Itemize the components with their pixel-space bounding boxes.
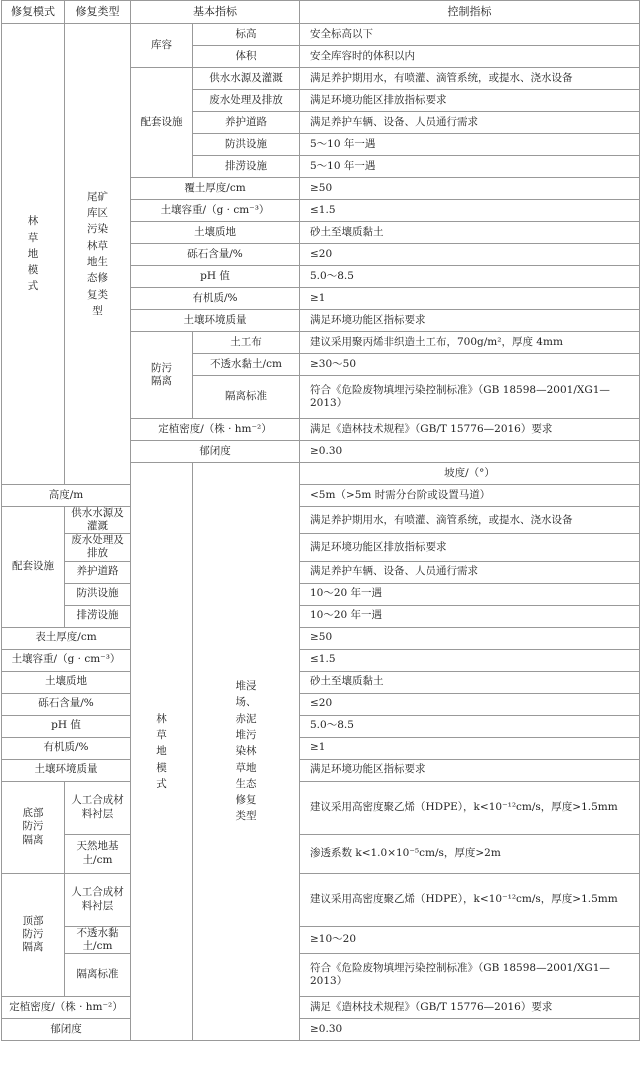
table-row <box>2 737 640 759</box>
table-row <box>2 534 640 561</box>
row-item: 防洪设施 <box>193 134 300 156</box>
table-row <box>2 953 640 996</box>
row-item: 土壤质地 <box>131 222 300 244</box>
row-control: 满足养护期用水，有喷灌、滴管系统，或提水、浇水设备 <box>300 68 640 90</box>
table-row <box>2 605 640 627</box>
table-row <box>2 627 640 649</box>
facilities-label: 配套设施 <box>131 68 193 178</box>
table-row <box>2 1018 640 1040</box>
section2-mode-text: 林 草 地 模 式 <box>156 712 167 790</box>
row-item: 供水水源及灌溉 <box>65 507 131 534</box>
section2-type <box>193 463 300 1041</box>
bottom-antifouling-label-text: 底部 防污 隔离 <box>22 807 44 846</box>
bottom-antifouling-label <box>2 781 65 873</box>
row-control: ≥10～20 <box>300 926 640 953</box>
row-item: 废水处理及排放 <box>193 90 300 112</box>
row-control: ≤20 <box>300 244 640 266</box>
section1-mode-text: 林 草 地 模 式 <box>27 215 39 293</box>
header-basic: 基本指标 <box>131 1 300 24</box>
header-type: 修复类型 <box>65 1 131 24</box>
row-item: 隔离标准 <box>193 376 300 419</box>
row-item: 体积 <box>193 46 300 68</box>
row-control: ≥0.30 <box>300 1018 640 1040</box>
row-control: ≥30～50 <box>300 354 640 376</box>
row-control: 满足环境功能区排放指标要求 <box>300 534 640 561</box>
top-antifouling-label <box>2 873 65 996</box>
row-item: 有机质/% <box>131 288 300 310</box>
table-row <box>2 693 640 715</box>
table-row <box>2 715 640 737</box>
row-item: 不透水黏土/cm <box>65 926 131 953</box>
row-item: 表土厚度/cm <box>2 627 131 649</box>
row-control: ≥1 <box>300 288 640 310</box>
table-row <box>2 24 640 46</box>
table-row <box>2 996 640 1018</box>
row-control: 5～10 年一遇 <box>300 134 640 156</box>
header-mode: 修复模式 <box>2 1 65 24</box>
row-control: 满足养护车辆、设备、人员通行需求 <box>300 112 640 134</box>
row-item: 土壤质地 <box>2 671 131 693</box>
row-control: 符合《危险废物填埋污染控制标准》（GB 18598—2001/XG1—2013） <box>300 376 640 419</box>
table-row <box>2 507 640 534</box>
row-control: ≥50 <box>300 627 640 649</box>
row-control: 5.0～8.5 <box>300 266 640 288</box>
row-control: ≥0.30 <box>300 441 640 463</box>
row-control: 10～20 年一遇 <box>300 583 640 605</box>
row-item: 防洪设施 <box>65 583 131 605</box>
antifouling-label <box>131 332 193 419</box>
row-control: 满足养护期用水，有喷灌、滴管系统，或提水、浇水设备 <box>300 507 640 534</box>
row-control: 10～20 年一遇 <box>300 605 640 627</box>
row-control: <5m（>5m 时需分台阶或设置马道） <box>300 485 640 507</box>
row-control: 砂土至壤质黏土 <box>300 222 640 244</box>
row-item: 土壤环境质量 <box>2 759 131 781</box>
row-item: 养护道路 <box>65 561 131 583</box>
row-control: 5.0～8.5 <box>300 715 640 737</box>
table-row <box>2 485 640 507</box>
row-item: 养护道路 <box>193 112 300 134</box>
row-item: 土工布 <box>193 332 300 354</box>
table-row <box>2 926 640 953</box>
table-row <box>2 583 640 605</box>
top-antifouling-label-text: 顶部 防污 隔离 <box>22 914 44 954</box>
row-control: ≤1.5 <box>300 200 640 222</box>
header-row <box>2 1 640 24</box>
table-row <box>2 759 640 781</box>
row-item: 砾石含量/% <box>2 693 131 715</box>
row-item: 标高 <box>193 24 300 46</box>
row-item: pH 值 <box>131 266 300 288</box>
row-item: 排涝设施 <box>193 156 300 178</box>
row-item: 郁闭度 <box>131 441 300 463</box>
row-item: 覆土厚度/cm <box>131 178 300 200</box>
row-item: 废水处理及排放 <box>65 534 131 561</box>
row-control: 建议采用高密度聚乙烯（HDPE），k<10⁻¹²cm/s，厚度>1.5mm <box>300 873 640 926</box>
row-control: 满足《造林技术规程》（GB/T 15776—2016）要求 <box>300 419 640 441</box>
row-control: 满足环境功能区排放指标要求 <box>300 90 640 112</box>
row-control: ≥50 <box>300 178 640 200</box>
row-item: 人工合成材料衬层 <box>65 873 131 926</box>
table-row <box>2 671 640 693</box>
row-control: 建议采用聚丙烯非织造土工布，700g/m²，厚度 4mm <box>300 332 640 354</box>
row-control: 建议采用高密度聚乙烯（HDPE），k<10⁻¹²cm/s，厚度>1.5mm <box>300 781 640 834</box>
section1-type-text: 尾矿 库区 污染 林草 地生 态修 复类 型 <box>87 190 108 317</box>
row-control: 符合《危险废物填埋污染控制标准》（GB 18598—2001/XG1—2013） <box>300 953 640 996</box>
row-control: 砂土至壤质黏土 <box>300 671 640 693</box>
table-row <box>2 561 640 583</box>
antifouling-label-text: 防污 隔离 <box>151 361 172 387</box>
row-control: 安全库容时的体积以内 <box>300 46 640 68</box>
section2-type-text: 堆浸 场、 赤泥 堆污 染林 草地 生态 修复 类型 <box>235 680 257 823</box>
table-row <box>2 649 640 671</box>
row-item: 土壤容重/（g · cm⁻³） <box>2 649 131 671</box>
row-item: 天然地基土/cm <box>65 834 131 873</box>
remediation-standards-table <box>1 0 640 1041</box>
row-control: ≤20 <box>300 693 640 715</box>
row-item: 隔离标准 <box>65 953 131 996</box>
row-item: 定植密度/（株 · hm⁻²） <box>131 419 300 441</box>
row-item: 砾石含量/% <box>131 244 300 266</box>
row-control: 安全标高以下 <box>300 24 640 46</box>
row-item: pH 值 <box>2 715 131 737</box>
row-item: 土壤环境质量 <box>131 310 300 332</box>
row-item: 有机质/% <box>2 737 131 759</box>
row-item: 定植密度/（株 · hm⁻²） <box>2 996 131 1018</box>
storage-label: 库容 <box>131 24 193 68</box>
row-item: 人工合成材料衬层 <box>65 781 131 834</box>
table-row <box>2 834 640 873</box>
row-control: ≤1.5 <box>300 649 640 671</box>
row-control: ≥1 <box>300 737 640 759</box>
row-item: 高度/m <box>2 485 131 507</box>
row-control: 满足环境功能区指标要求 <box>300 759 640 781</box>
facilities2-label: 配套设施 <box>2 507 65 628</box>
row-control: 满足环境功能区指标要求 <box>300 310 640 332</box>
row-control: 5～10 年一遇 <box>300 156 640 178</box>
row-item: 土壤容重/（g · cm⁻³） <box>131 200 300 222</box>
row-item: 郁闭度 <box>2 1018 131 1040</box>
section1-type <box>65 24 131 485</box>
section1-mode <box>2 24 65 485</box>
table-row <box>2 781 640 834</box>
row-item: 不透水黏土/cm <box>193 354 300 376</box>
row-item: 坡度/（°） <box>300 463 640 485</box>
section2-mode <box>131 463 193 1041</box>
header-control: 控制指标 <box>300 1 640 24</box>
row-control: 渗透系数 k<1.0×10⁻⁵cm/s，厚度>2m <box>300 834 640 873</box>
row-item: 排涝设施 <box>65 605 131 627</box>
row-item: 供水水源及灌溉 <box>193 68 300 90</box>
table-row <box>2 873 640 926</box>
row-control: 满足《造林技术规程》（GB/T 15776—2016）要求 <box>300 996 640 1018</box>
row-control: 满足养护车辆、设备、人员通行需求 <box>300 561 640 583</box>
